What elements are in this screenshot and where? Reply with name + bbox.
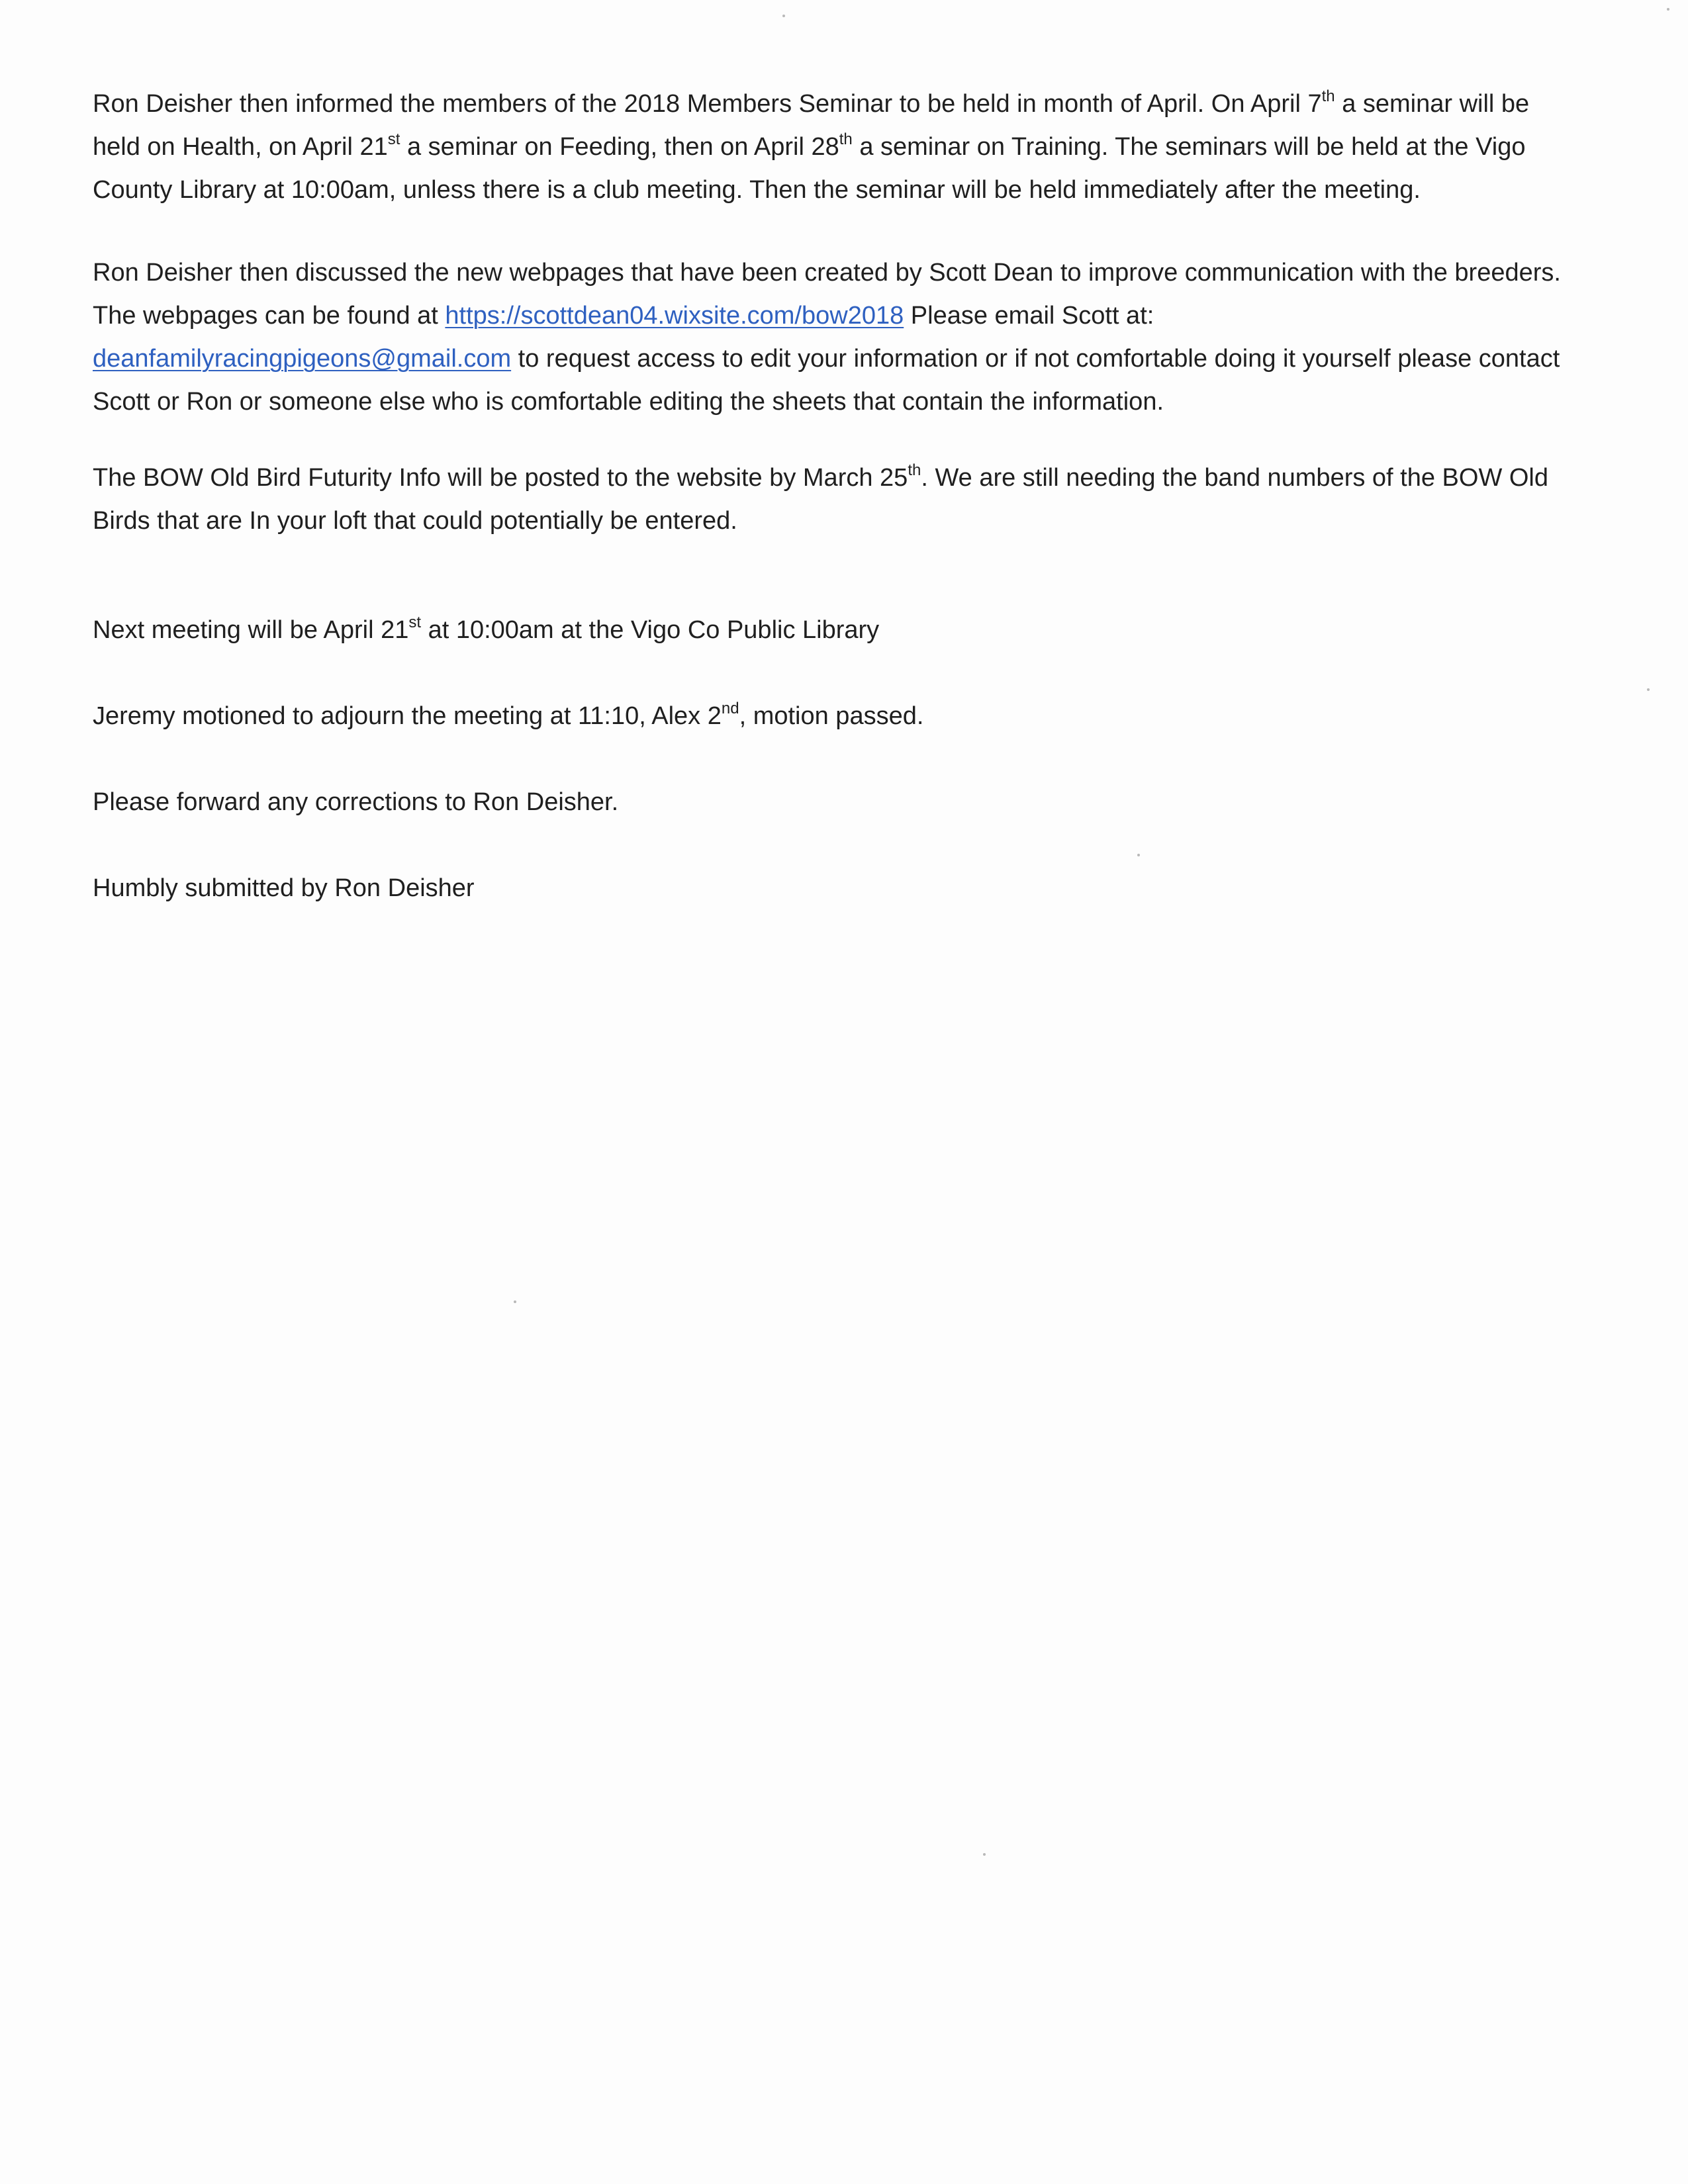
text-run: Jeremy motioned to adjourn the meeting at 11:10, Alex 2: [93, 702, 722, 730]
text-run: a seminar on Training. The seminars will be held at the Vigo County Library at 10:00am, unless there is a club meeting. Then the seminar will be held immediately after the meeting.: [93, 133, 1526, 204]
paragraph-seminars: [93, 83, 1569, 212]
scan-speck: [514, 1300, 516, 1303]
text-run: The BOW Old Bird Futurity Info will be posted to the website by March 25: [93, 464, 908, 492]
text-run: Ron Deisher then discussed the new webpages that have been created by Scott Dean to improve communication with the breeders. The webpages can be found at: [93, 259, 1561, 330]
scan-speck: [1137, 854, 1140, 856]
ordinal-suffix: th: [1321, 87, 1335, 105]
paragraph-corrections: [93, 781, 1569, 824]
ordinal-suffix: st: [387, 130, 400, 148]
ordinal-suffix: nd: [721, 700, 739, 717]
text-run: Next meeting will be April 21: [93, 616, 409, 644]
text-run: to request access to edit your information or if not comfortable doing it yourself please contact Scott or Ron or someone else who is comfortable editing the sheets that contain the information.: [93, 345, 1560, 416]
paragraph-futurity: [93, 457, 1569, 543]
ordinal-suffix: th: [839, 130, 853, 148]
text-run: at 10:00am at the Vigo Co Public Library: [421, 616, 880, 644]
paragraph-webpages: [93, 251, 1569, 424]
paragraph-next-meeting: [93, 609, 1569, 652]
ordinal-suffix: st: [408, 614, 422, 631]
text-run: Ron Deisher then informed the members of the 2018 Members Seminar to be held in month of April. On April 7: [93, 90, 1322, 118]
website-link[interactable]: https://scottdean04.wixsite.com/bow2018: [445, 302, 904, 330]
scan-speck: [983, 1853, 986, 1856]
ordinal-suffix: th: [908, 461, 921, 479]
email-link[interactable]: deanfamilyracingpigeons@gmail.com: [93, 345, 512, 373]
scan-speck: [1667, 8, 1669, 11]
scan-speck: [1647, 688, 1650, 691]
document-body: [93, 83, 1569, 910]
text-run: , motion passed.: [739, 702, 924, 730]
paragraph-signature: [93, 867, 1569, 910]
text-run: Please forward any corrections to Ron Deisher.: [93, 788, 619, 816]
text-run: a seminar will be held on Health, on April 21: [93, 90, 1530, 161]
text-run: a seminar on Feeding, then on April 28: [400, 133, 839, 161]
text-run: Please email Scott at:: [904, 302, 1154, 330]
text-run: . We are still needing the band numbers of the BOW Old Birds that are In your loft that could potentially be entered.: [93, 464, 1549, 535]
paragraph-adjourn: [93, 695, 1569, 738]
text-run: Humbly submitted by Ron Deisher: [93, 874, 475, 902]
scan-speck: [782, 15, 785, 17]
